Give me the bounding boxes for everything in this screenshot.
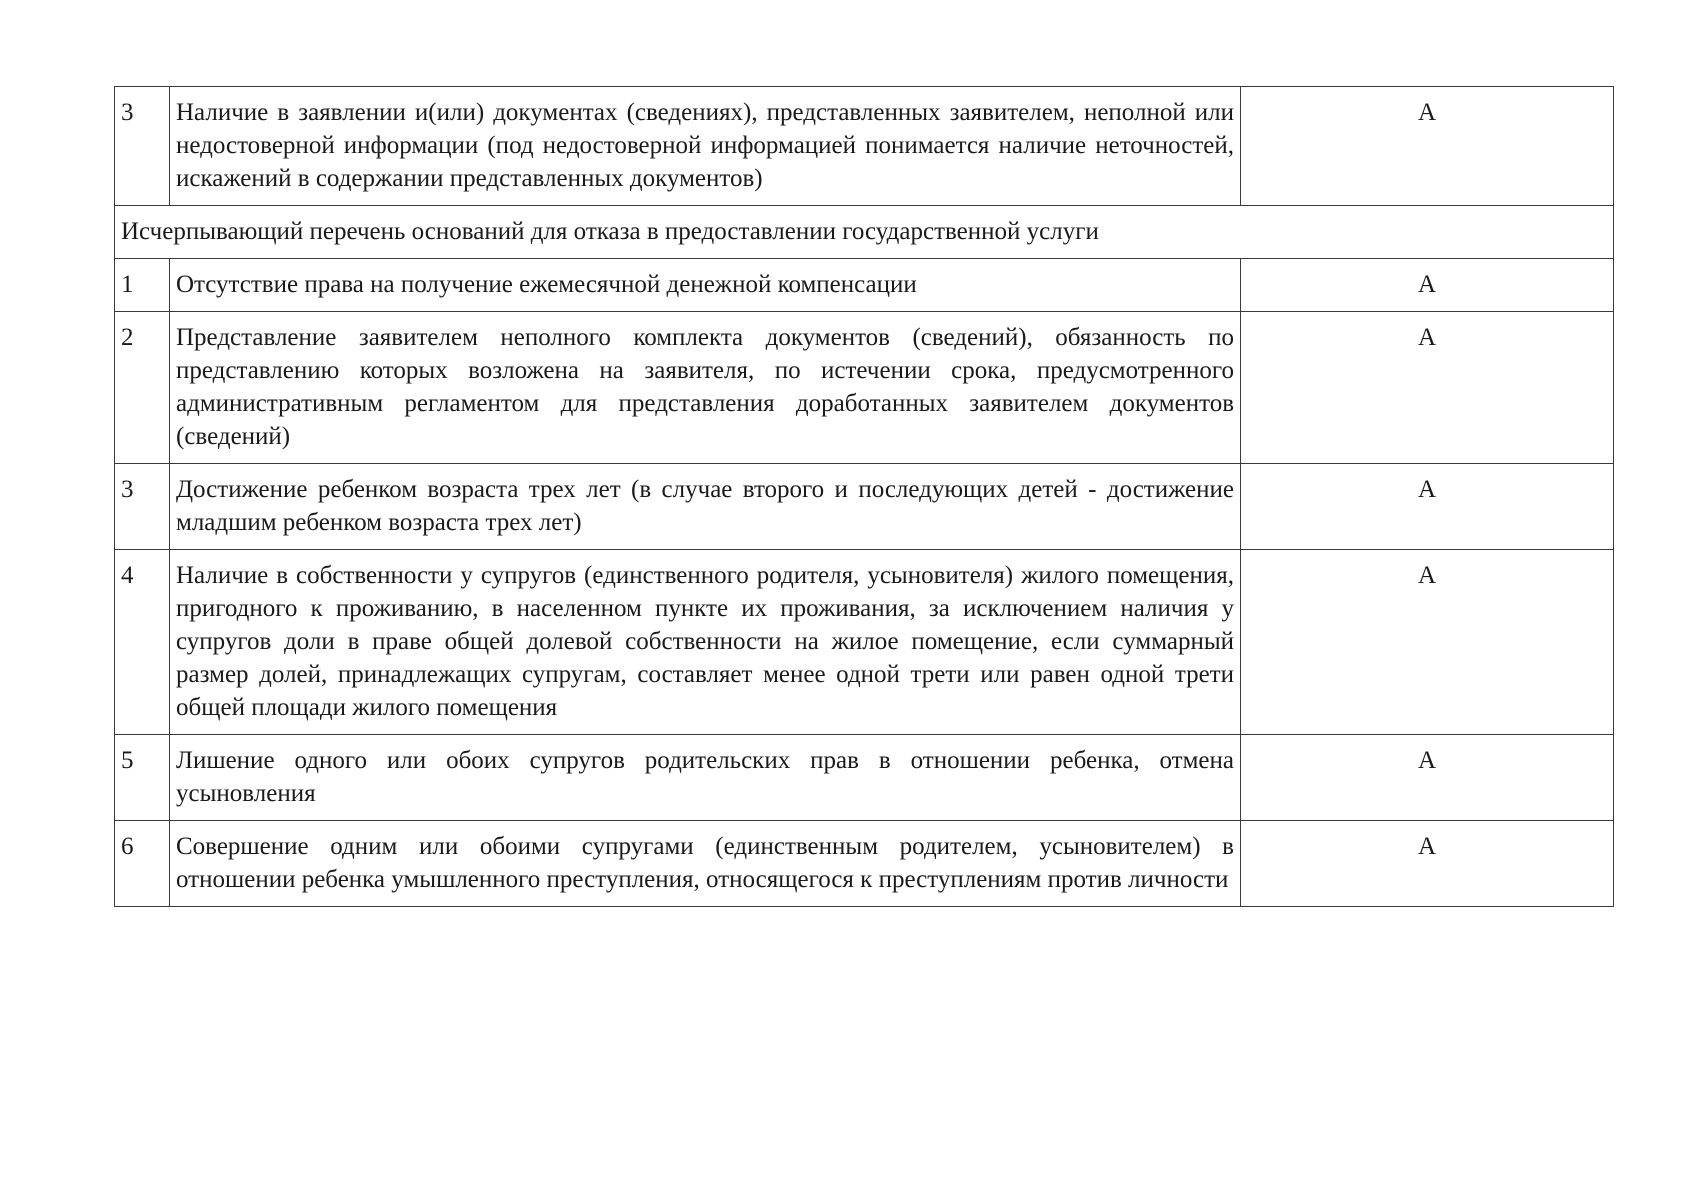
table-row (115, 735, 1614, 821)
row-text: Совершение одним или обоими супругами (единственным родителем, усыновителем) в отношении ребенка умышленного преступления, относящегося к преступлениям против личности (170, 821, 1241, 907)
table-row (115, 259, 1614, 312)
row-number: 3 (115, 464, 170, 550)
row-text: Лишение одного или обоих супругов родительских прав в отношении ребенка, отмена усыновления (170, 735, 1241, 821)
table-row (115, 464, 1614, 550)
row-number: 5 (115, 735, 170, 821)
row-text: Наличие в собственности у супругов (единственного родителя, усыновителя) жилого помещения, пригодного к проживанию, в населенном пункте их проживания, за исключением наличия у супругов доли в праве общей долевой собственности на жилое помещение, если суммарный размер долей, принадлежащих супругам, составляет менее одной трети или равен одной трети общей площади жилого помещения (170, 550, 1241, 735)
table-row (115, 821, 1614, 907)
row-level: А (1241, 312, 1614, 464)
table-row (115, 550, 1614, 735)
grounds-table (114, 86, 1614, 907)
table-row (115, 87, 1614, 206)
row-text: Наличие в заявлении и(или) документах (сведениях), представленных заявителем, неполной или недостоверной информации (под недостоверной информацией понимается наличие неточностей, искажений в содержании представленных документов) (170, 87, 1241, 206)
row-number: 3 (115, 87, 170, 206)
row-text: Достижение ребенком возраста трех лет (в случае второго и последующих детей - достижение младшим ребенком возраста трех лет) (170, 464, 1241, 550)
row-number: 4 (115, 550, 170, 735)
row-number: 1 (115, 259, 170, 312)
row-level: А (1241, 259, 1614, 312)
row-text: Представление заявителем неполного комплекта документов (сведений), обязанность по представлению которых возложена на заявителя, по истечении срока, предусмотренного административным регламентом для представления доработанных заявителем документов (сведений) (170, 312, 1241, 464)
section-header-row (115, 206, 1614, 259)
section-header: Исчерпывающий перечень оснований для отказа в предоставлении государственной услуги (115, 206, 1614, 259)
row-level: А (1241, 464, 1614, 550)
row-number: 2 (115, 312, 170, 464)
row-level: А (1241, 550, 1614, 735)
row-text: Отсутствие права на получение ежемесячной денежной компенсации (170, 259, 1241, 312)
row-number: 6 (115, 821, 170, 907)
row-level: А (1241, 821, 1614, 907)
row-level: А (1241, 735, 1614, 821)
row-level: А (1241, 87, 1614, 206)
table-row (115, 312, 1614, 464)
